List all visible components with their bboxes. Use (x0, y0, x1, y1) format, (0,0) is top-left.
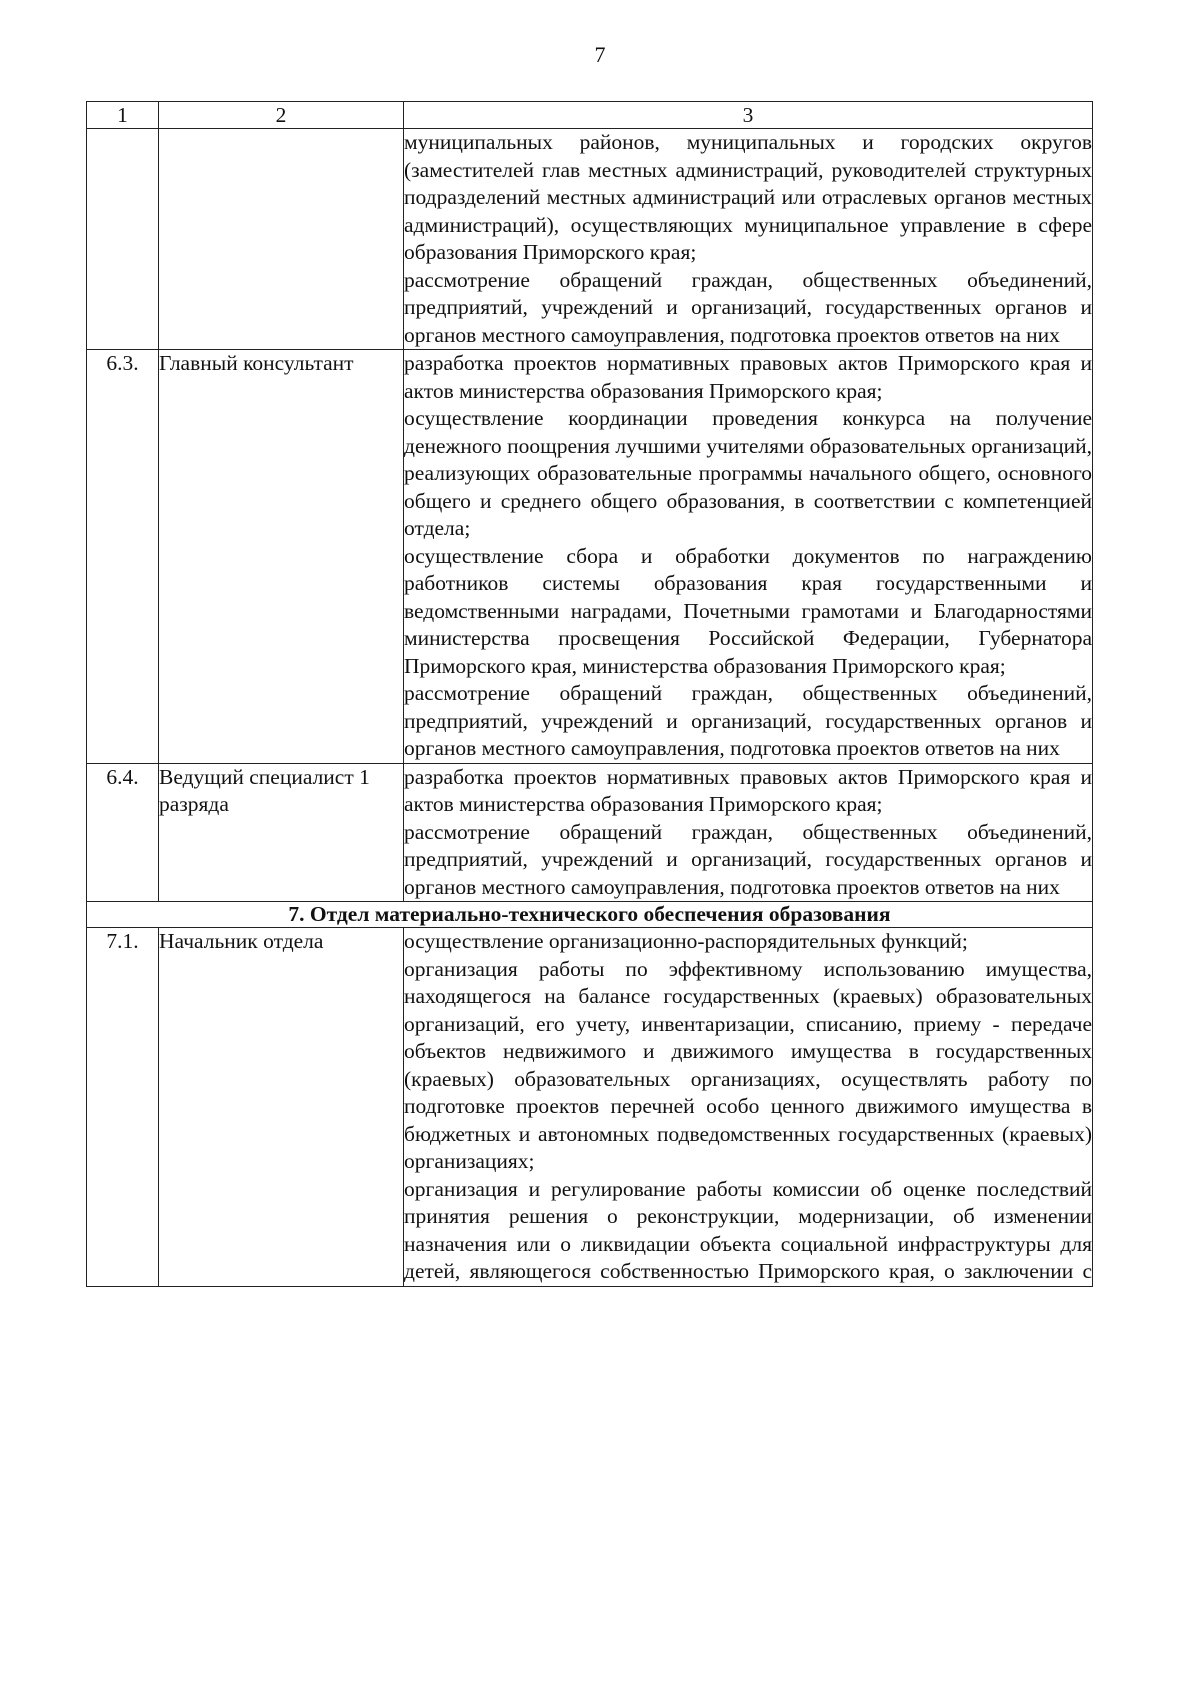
row-number (87, 129, 159, 350)
continuation-row (87, 129, 1093, 350)
section-title: 7. Отдел материально-технического обеспечения образования (87, 902, 1093, 928)
staff-duties-table (86, 101, 1093, 1287)
header-col-2: 2 (159, 102, 404, 129)
duty-item: организация и регулирование работы комиссии об оценке последствий принятия решения о реконструкции, модернизации, об изменении назначения или о ликвидации объекта социальной инфраструктуры для детей, являющегося собственностью Приморского края, о заключении с (404, 1176, 1092, 1283)
duty-item: разработка проектов нормативных правовых актов Приморского края и актов министерства образования Приморского края; (404, 351, 1092, 403)
row-position (159, 129, 404, 350)
header-col-3: 3 (404, 102, 1093, 129)
table-row (87, 763, 1093, 902)
duty-item: рассмотрение обращений граждан, общественных объединений, предприятий, учреждений и организаций, государственных органов и органов местного самоуправления, подготовка проектов ответов на них (404, 819, 1092, 899)
row-duties (404, 928, 1093, 1287)
duty-item: рассмотрение обращений граждан, общественных объединений, предприятий, учреждений и организаций, государственных органов и органов местного самоуправления, подготовка проектов ответов на них (404, 681, 1092, 760)
section-heading-row (87, 902, 1093, 928)
duty-item: организация работы по эффективному использованию имущества, находящегося на балансе государственных (краевых) образовательных организаций, его учету, инвентаризации, списанию, приему - передаче объектов недвижимого и движимого имущества в государственных (краевых) образовательных организациях, осуществлять работу по подготовке проектов перечней особо ценного движимого имущества в бюджетных и автономных подведомственных государственных (краевых) организациях; (404, 956, 1092, 1173)
row-number: 6.4. (87, 763, 159, 902)
row-number: 6.3. (87, 350, 159, 764)
row-position: Начальник отдела (159, 928, 404, 1287)
header-col-1: 1 (87, 102, 159, 129)
table-row (87, 928, 1093, 1287)
table-row (87, 350, 1093, 764)
row-duties (404, 763, 1093, 902)
duty-item: рассмотрение обращений граждан, общественных объединений, предприятий, учреждений и организаций, государственных органов и органов местного самоуправления, подготовка проектов ответов на них (404, 267, 1092, 347)
table-header-row (87, 102, 1093, 129)
page-number: 7 (594, 42, 606, 67)
duty-item: разработка проектов нормативных правовых актов Приморского края и актов министерства образования Приморского края; (404, 764, 1092, 816)
duty-item: осуществление сбора и обработки документов по награждению работников системы образования края государственными и ведомственными наградами, Почетными грамотами и Благодарностями министерства просвещения Российской Федерации, Губернатора Приморского края, министерства образования Приморского края; (404, 543, 1092, 678)
duty-item: муниципальных районов, муниципальных и городских округов (заместителей глав местных администраций, руководителей структурных подразделений местных администраций или отраслевых органов местных администраций), осуществляющих муниципальное управление в сфере образования Приморского края; (404, 130, 1092, 264)
row-position: Ведущий специалист 1 разряда (159, 763, 404, 902)
row-position: Главный консультант (159, 350, 404, 764)
duty-item: осуществление координации проведения конкурса на получение денежного поощрения лучшими учителями образовательных организаций, реализующих образовательные программы начального общего, основного общего и среднего общего образования, в соответствии с компетенцией отдела; (404, 406, 1092, 540)
row-number: 7.1. (87, 928, 159, 1287)
row-duties (404, 129, 1093, 350)
duty-item: осуществление организационно-распорядительных функций; (404, 929, 968, 953)
row-duties (404, 350, 1093, 764)
